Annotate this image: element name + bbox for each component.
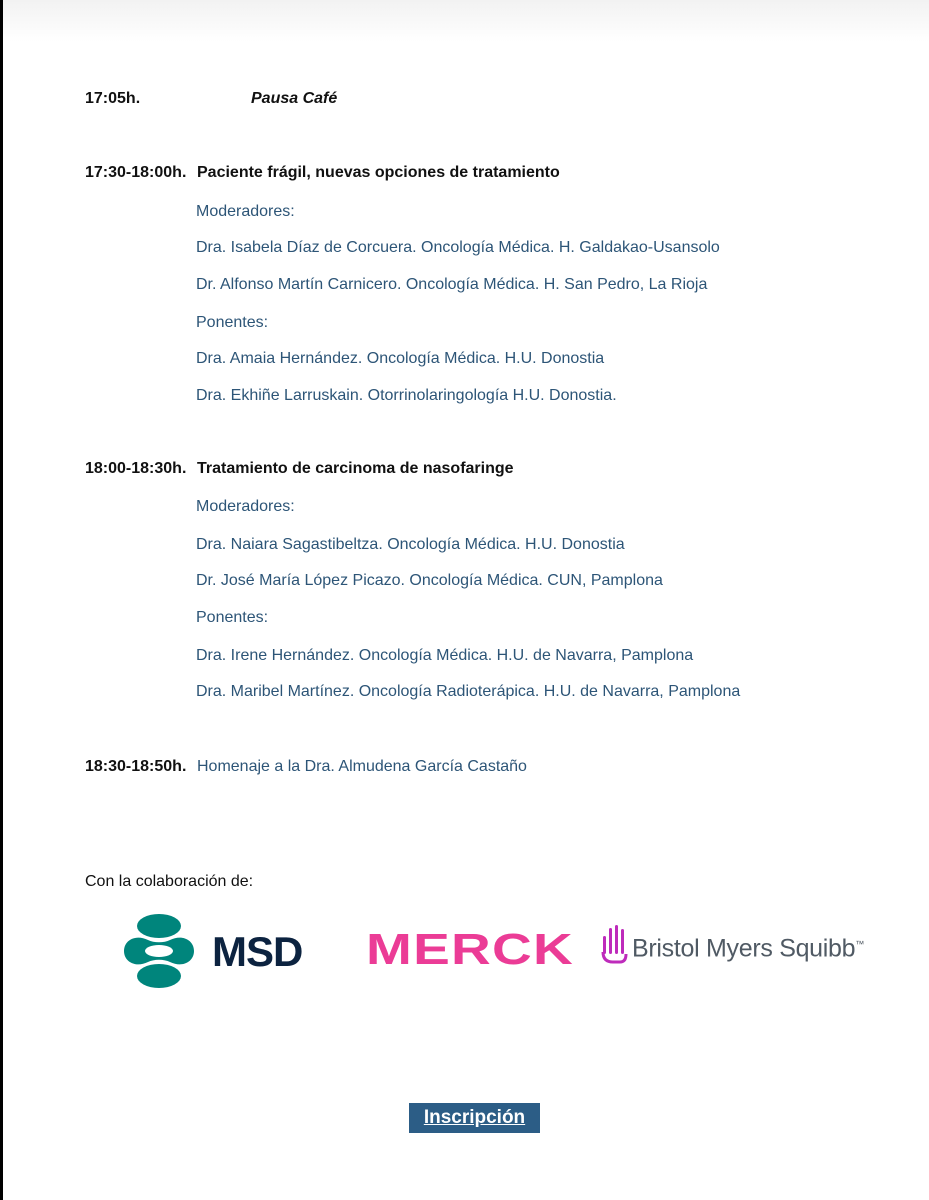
moderator-entry: Dr. Alfonso Martín Carnicero. Oncología Médica. H. San Pedro, La Rioja xyxy=(196,276,708,293)
bms-hand-icon xyxy=(600,922,630,966)
session-title-tribute: Homenaje a la Dra. Almudena García Castaño xyxy=(197,758,527,775)
moderator-entry: Dra. Isabela Díaz de Corcuera. Oncología Médica. H. Galdakao-Usansolo xyxy=(196,239,720,256)
speakers-label: Ponentes: xyxy=(196,314,269,331)
msd-logo xyxy=(122,912,322,990)
session-title: Paciente frágil, nuevas opciones de tratamiento xyxy=(197,164,560,181)
top-shadow-band xyxy=(0,0,929,42)
bms-wordmark: Bristol Myers Squibb™ xyxy=(632,934,864,963)
session-time: 17:05h. xyxy=(85,90,141,107)
merck-wordmark: MERCK xyxy=(366,926,574,970)
session-title-break: Pausa Café xyxy=(251,90,338,107)
collaboration-label: Con la colaboración de: xyxy=(85,873,254,890)
moderators-label: Moderadores: xyxy=(196,498,295,515)
moderator-entry: Dr. José María López Picazo. Oncología Médica. CUN, Pamplona xyxy=(196,572,663,589)
session-title: Tratamiento de carcinoma de nasofaringe xyxy=(197,460,514,477)
speaker-entry: Dra. Maribel Martínez. Oncología Radioterápica. H.U. de Navarra, Pamplona xyxy=(196,683,741,700)
speaker-entry: Dra. Amaia Hernández. Oncología Médica. H.U. Donostia xyxy=(196,350,605,367)
msd-emblem-icon xyxy=(124,914,194,988)
session-time: 18:30-18:50h. xyxy=(85,758,187,775)
moderator-entry: Dra. Naiara Sagastibeltza. Oncología Médica. H.U. Donostia xyxy=(196,536,625,553)
left-page-edge xyxy=(0,0,3,1200)
speaker-entry: Dra. Irene Hernández. Oncología Médica. H.U. de Navarra, Pamplona xyxy=(196,647,694,664)
merck-logo xyxy=(366,926,576,970)
msd-wordmark: MSD xyxy=(212,928,303,975)
inscripcion-button[interactable]: Inscripción xyxy=(409,1103,540,1133)
bms-logo xyxy=(600,922,870,966)
moderators-label: Moderadores: xyxy=(196,203,295,220)
session-time: 17:30-18:00h. xyxy=(85,164,187,181)
speakers-label: Ponentes: xyxy=(196,609,269,626)
speaker-entry: Dra. Ekhiñe Larruskain. Otorrinolaringología H.U. Donostia. xyxy=(196,387,617,404)
session-time: 18:00-18:30h. xyxy=(85,460,187,477)
